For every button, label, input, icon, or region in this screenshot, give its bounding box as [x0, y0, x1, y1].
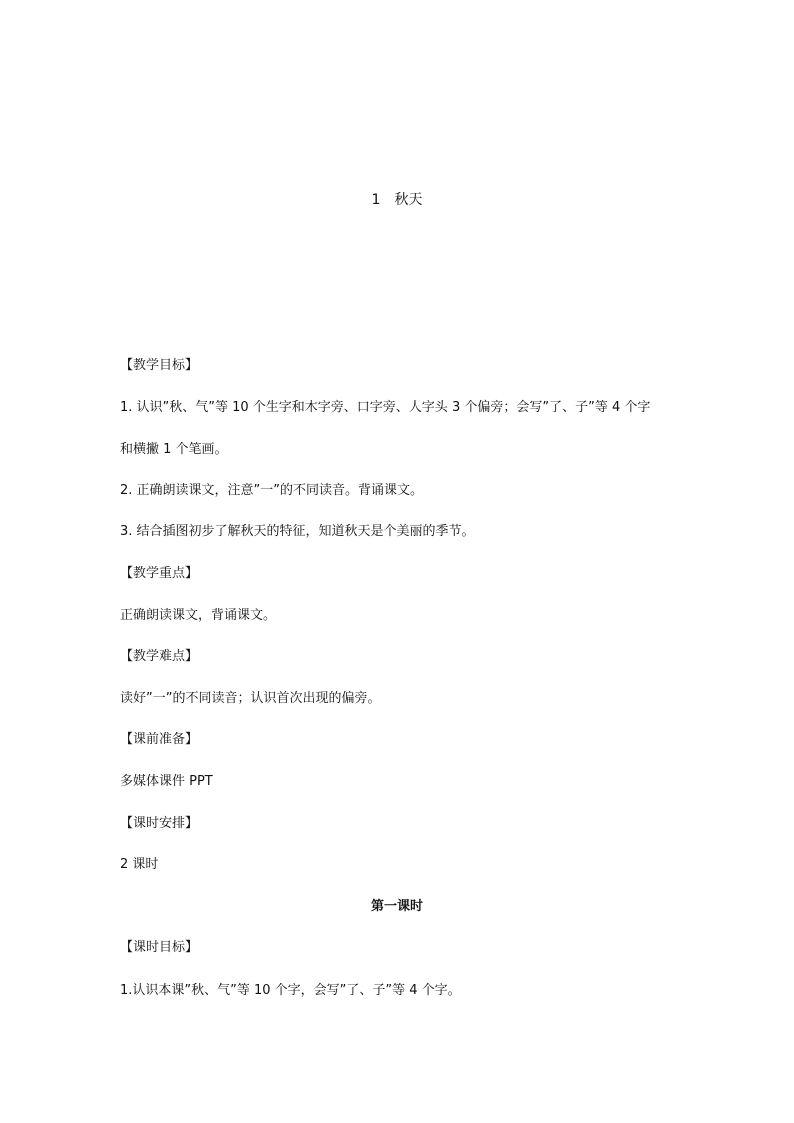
lesson-goal-1: 1.认识本课”秋、气”等 10 个字，会写”了、子”等 4 个字。 — [120, 983, 461, 998]
goal-3: 3. 结合插图初步了解秋天的特征，知道秋天是个美丽的季节。 — [120, 524, 475, 539]
section-heading-schedule: 【课时安排】 — [120, 816, 199, 831]
section-heading-teaching-goals: 【教学目标】 — [120, 358, 199, 373]
lesson-one-title: 第一课时 — [370, 899, 423, 914]
goal-2: 2. 正确朗读课文，注意”一”的不同读音。背诵课文。 — [120, 483, 424, 498]
key-points-text: 正确朗读课文，背诵课文。 — [120, 608, 277, 623]
section-heading-key-points: 【教学重点】 — [120, 566, 199, 581]
goal-1-line-2: 和横撇 1 个笔画。 — [120, 442, 228, 457]
section-heading-preparation: 【课前准备】 — [120, 732, 199, 747]
document-title: 1 秋天 — [371, 192, 423, 208]
section-heading-lesson-goals: 【课时目标】 — [120, 940, 199, 955]
preparation-text: 多媒体课件 PPT — [120, 774, 213, 789]
goal-1-line-1: 1. 认识”秋、气”等 10 个生字和木字旁、口字旁、人字头 3 个偏旁；会写”了、子”等 4 个字 — [120, 400, 651, 415]
schedule-text: 2 课时 — [120, 857, 159, 872]
difficulties-text: 读好”一”的不同读音；认识首次出现的偏旁。 — [120, 691, 381, 706]
section-heading-difficulties: 【教学难点】 — [120, 649, 199, 664]
